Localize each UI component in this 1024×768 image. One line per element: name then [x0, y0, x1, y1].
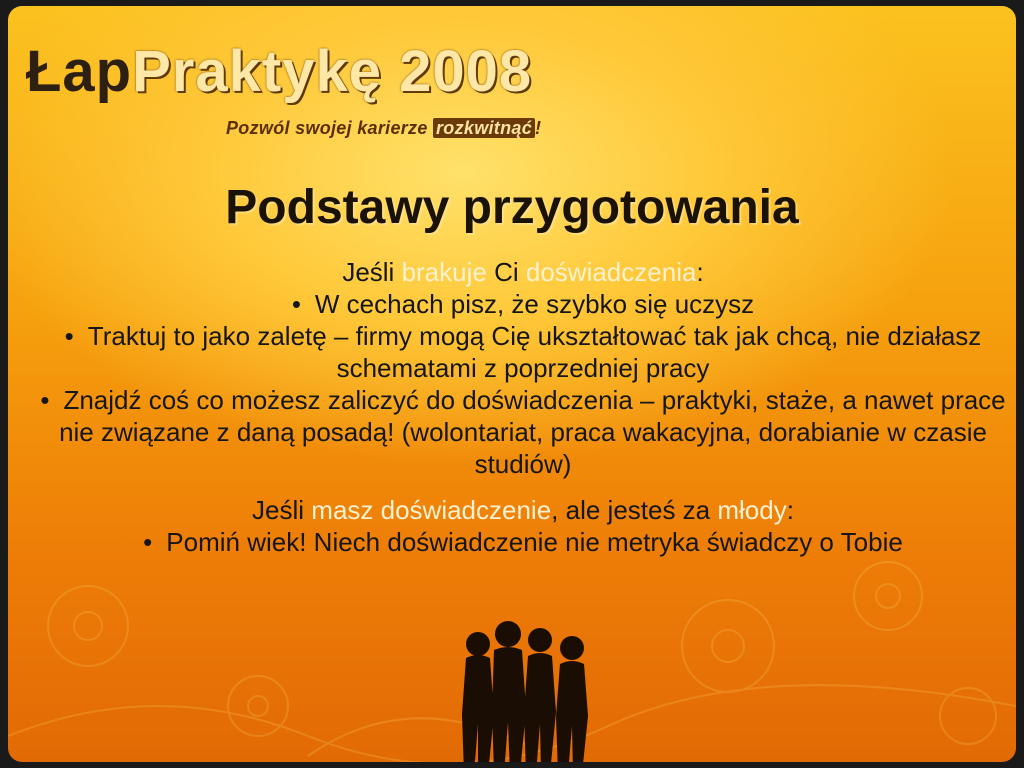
logo-tagline-text: Pozwól swojej karierze	[226, 118, 433, 138]
section2-intro	[38, 494, 1008, 526]
intro-highlight: doświadczenia	[525, 257, 697, 287]
intro-word: Ci	[494, 257, 519, 287]
slide-title: Podstawy przygotowania	[225, 181, 799, 234]
section2-bullet-list	[38, 526, 1008, 558]
bullet-icon: •	[64, 321, 74, 351]
section1-bullet-list	[38, 288, 1008, 480]
intro-word: , ale jesteś za	[551, 495, 718, 525]
intro-highlight: brakuje	[401, 257, 487, 287]
bullet-icon: •	[40, 385, 50, 415]
list-item	[38, 288, 1008, 320]
list-item-text: Traktuj to jako zaletę – firmy mogą Cię ukształtować tak jak chcą, nie działasz schematami z poprzedniej pracy	[87, 321, 982, 383]
intro-highlight: młody	[717, 495, 787, 525]
intro-word: Jeśli	[342, 257, 395, 287]
intro-colon: :	[696, 257, 704, 287]
logo-tagline-highlight: rozkwitnąć	[433, 118, 535, 138]
section1-intro	[38, 256, 1008, 288]
bullet-icon: •	[291, 289, 301, 319]
slide	[8, 6, 1016, 762]
people-silhouette-image	[448, 604, 598, 762]
list-item-text: Pomiń wiek! Niech doświadczenie nie metryka świadczy o Tobie	[166, 527, 903, 557]
intro-highlight: masz doświadczenie	[311, 495, 552, 525]
list-item	[38, 320, 1008, 384]
list-item	[38, 384, 1008, 480]
intro-colon: :	[786, 495, 794, 525]
slide-content	[38, 256, 1008, 558]
logo-tagline	[226, 118, 541, 139]
logo-wordmark	[26, 38, 532, 105]
list-item	[38, 526, 1008, 558]
logo-brand-lap: Łap	[26, 39, 133, 104]
list-item-text: W cechach pisz, że szybko się uczysz	[314, 289, 755, 319]
bullet-icon: •	[143, 527, 153, 557]
logo-brand-praktyke: Praktykę 2008	[132, 39, 533, 104]
logo-tagline-exclamation: !	[535, 118, 542, 138]
list-item-text: Znajdź coś co możesz zaliczyć do doświadczenia – praktyki, staże, a nawet prace nie związane z daną posadą! (wolontariat, praca wakacyjna, dorabianie w czasie studiów)	[59, 385, 1006, 479]
intro-word: Jeśli	[252, 495, 312, 525]
